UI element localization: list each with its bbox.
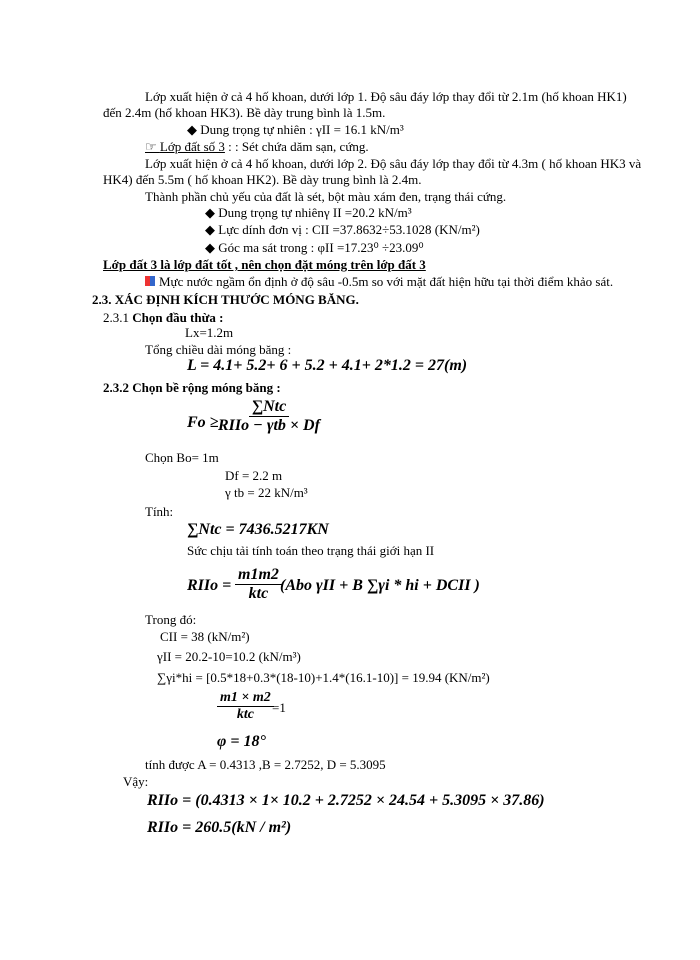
- diamond-bullet-icon: ◆: [205, 205, 219, 220]
- subsection-heading: 2.3.2 Chọn bề rộng móng băng :: [103, 380, 281, 395]
- length-formula: L = 4.1+ 5.2+ 6 + 5.2 + 4.1+ 2*1.2 = 27(m): [187, 357, 468, 374]
- r-fraction: [235, 566, 282, 603]
- fo-lhs: Fo ≥: [187, 414, 219, 431]
- fraction-numerator: ∑Ntc: [249, 398, 290, 417]
- bullet-text: Dung trọng tự nhiên : γII = 16.1 kN/m³: [200, 122, 404, 137]
- paragraph: Sức chịu tải tính toán theo trạng thái giới hạn II: [187, 543, 435, 558]
- fraction-numerator: m1m2: [235, 566, 282, 585]
- pointing-hand-icon: ☞: [145, 139, 160, 154]
- paragraph: HK4) đến 5.5m ( hố khoan HK2). Bề dày trung bình là 2.4m.: [103, 172, 422, 187]
- label: Trong đó:: [145, 612, 197, 627]
- conclusion: Lớp đất 3 là lớp đất tốt , nên chọn đặt móng trên lớp đất 3: [103, 257, 426, 272]
- layer-heading: [145, 139, 369, 155]
- fraction-denominator: ktc: [248, 585, 269, 602]
- layer-title: Lớp đất số 3: [159, 139, 225, 154]
- bullet-item: [187, 122, 404, 138]
- choose-b: Chọn Bo= 1m: [145, 450, 219, 465]
- fraction-numerator: m1 × m2: [217, 690, 274, 707]
- bullet-item: [205, 222, 480, 238]
- label: Tính:: [145, 504, 174, 519]
- lx-value: Lx=1.2m: [185, 325, 234, 340]
- diamond-bullet-icon: ◆: [205, 222, 219, 237]
- diamond-bullet-icon: ◆: [205, 240, 219, 255]
- section-heading: 2.3. XÁC ĐỊNH KÍCH THƯỚC MÓNG BĂNG.: [92, 292, 359, 307]
- fraction-denominator: RIIo − γtb × Df: [218, 417, 320, 434]
- subsection-heading: [103, 310, 224, 326]
- r-formula-numeric: RIIo = (0.4313 × 1× 10.2 + 2.7252 × 24.54 + 5.3095 × 37.86): [147, 792, 545, 809]
- paragraph: Lớp xuất hiện ở cả 4 hố khoan, dưới lớp 1. Độ sâu đáy lớp thay đổi từ 2.1m (hố khoan HK1): [145, 89, 627, 104]
- gamma-tb-value: γ tb = 22 kN/m³: [225, 485, 308, 500]
- colored-arrow-icon: [145, 276, 155, 286]
- bullet-item: [205, 205, 412, 221]
- bullet-text: Lực dính đơn vị : CII =37.8632÷53.1028 (KN/m²): [218, 222, 480, 237]
- fo-fraction: [218, 398, 320, 435]
- bullet-text: Góc ma sát trong : φII =17.23⁰ ÷23.09⁰: [218, 240, 424, 255]
- paragraph: Tổng chiều dài móng băng :: [145, 342, 292, 357]
- phi-value: φ = 18°: [217, 733, 266, 750]
- r-result: RIIo = 260.5(kN / m²): [147, 819, 292, 836]
- paragraph: Lớp xuất hiện ở cả 4 hố khoan, dưới lớp 2. Độ sâu đáy lớp thay đổi từ 4.3m ( hố khoan HK3 và: [145, 156, 642, 171]
- paragraph: Thành phần chủ yếu của đất là sét, bột màu xám đen, trạng thái cứng.: [145, 189, 507, 204]
- gamma2-value: γII = 20.2-10=10.2 (kN/m³): [157, 649, 301, 664]
- sum-gamma-h: ∑γi*hi = [0.5*18+0.3*(18-10)+1.4*(16.1-10)] = 19.94 (KN/m²): [157, 670, 490, 685]
- m-fraction: [217, 690, 274, 723]
- sum-n-formula: ∑Ntc = 7436.5217KN: [187, 521, 329, 538]
- m-equals: =1: [272, 700, 286, 715]
- note-item: [145, 274, 613, 290]
- c2-value: CII = 38 (kN/m²): [160, 629, 250, 644]
- subsection-number: 2.3.1: [103, 310, 133, 325]
- r-lhs: RIIo =: [187, 577, 232, 594]
- df-value: Df = 2.2 m: [225, 468, 283, 483]
- paragraph: đến 2.4m (hố khoan HK3). Bề dày trung bình là 1.5m.: [103, 105, 386, 120]
- r-rhs: (Abo γII + B ∑γi * hi + DCII ): [280, 577, 480, 594]
- diamond-bullet-icon: ◆: [187, 122, 201, 137]
- bullet-item: [205, 240, 424, 256]
- subsection-title: Chọn đầu thừa :: [132, 310, 224, 325]
- note-text: Mực nước ngầm ổn định ở độ sâu -0.5m so với mặt đất hiện hữu tại thời điểm khảo sát.: [159, 274, 614, 289]
- fraction-denominator: ktc: [236, 707, 254, 722]
- label: Vậy:: [123, 774, 149, 789]
- coefficients: tính được A = 0.4313 ,B = 2.7252, D = 5.3095: [145, 757, 386, 772]
- bullet-text: Dung trọng tự nhiênγ II =20.2 kN/m³: [218, 205, 412, 220]
- layer-desc: : : Sét chứa dăm sạn, cứng.: [224, 139, 369, 154]
